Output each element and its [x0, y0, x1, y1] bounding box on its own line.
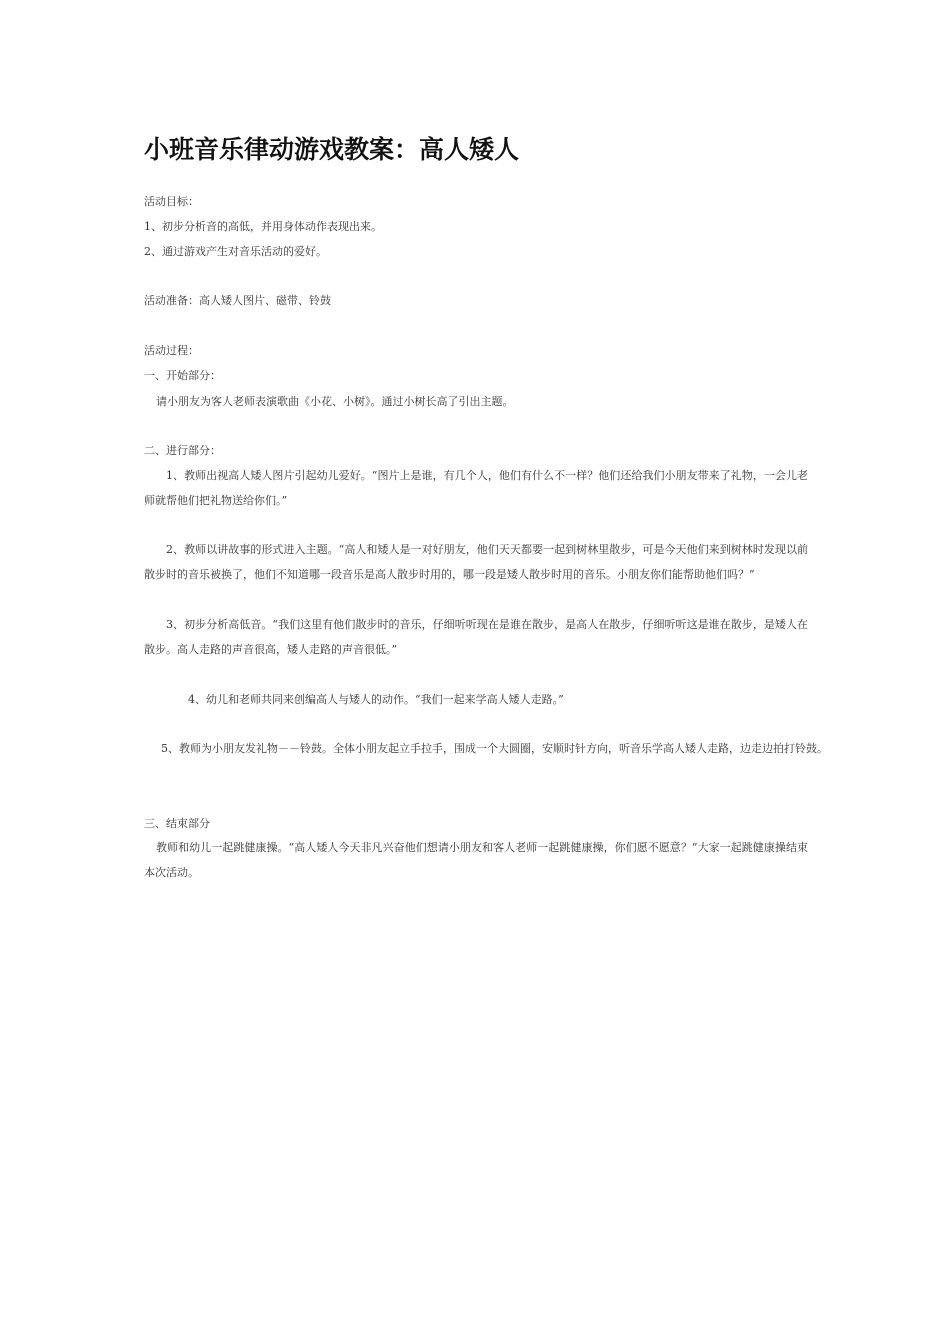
step-5-paragraph: 5、教师为小朋友发礼物－－铃鼓。全体小朋友起立手拉手，围成一个大圆圈，安顺时针方向，听音乐学高人矮人走路，边走边拍打铃鼓。	[161, 742, 828, 755]
step-3-paragraph: 3、初步分析高低音。“我们这里有他们散步时的音乐，仔细听听现在是谁在散步，是高人在散步，仔细听听这是谁在散步，是矮人在散步。高人走路的声音很高，矮人走路的声音很低。”	[144, 618, 808, 656]
part3-text: 教师和幼儿一起跳健康操。“高人矮人今天非凡兴奋他们想请小朋友和客人老师一起跳健康操，你们愿不愿意？”大家一起跳健康操结束本次活动。	[144, 841, 808, 879]
preparation-text: 活动准备：高人矮人图片、磁带、铃鼓	[144, 294, 331, 307]
goals-heading: 活动目标：	[144, 195, 199, 208]
part3-heading: 三、结束部分	[144, 817, 210, 830]
step-4-paragraph: 4、幼儿和老师共同来创编高人与矮人的动作。“我们一起来学高人矮人走路。”	[188, 693, 564, 706]
document-title: 小班音乐律动游戏教案：高人矮人	[144, 135, 520, 164]
step-2-paragraph: 2、教师以讲故事的形式进入主题。“高人和矮人是一对好朋友，他们天天都要一起到树林里散步，可是今天他们来到树林时发现以前散步时的音乐被换了，他们不知道哪一段音乐是高人散步时用的，哪一段是矮人散步时用的音乐。小朋友你们能帮助他们吗？”	[144, 543, 808, 581]
goal-item-1: 1、初步分析音的高低，并用身体动作表现出来。	[144, 220, 382, 233]
part2-heading: 二、进行部分：	[144, 444, 221, 457]
goal-item-2: 2、通过游戏产生对音乐活动的爱好。	[144, 245, 327, 258]
step-1-paragraph: 1、教师出视高人矮人图片引起幼儿爱好。“图片上是谁，有几个人，他们有什么不一样？他们还给我们小朋友带来了礼物，一会儿老师就帮他们把礼物送给你们。”	[144, 469, 808, 507]
part1-heading: 一、开始部分：	[144, 369, 221, 382]
process-heading: 活动过程：	[144, 344, 199, 357]
part1-text: 请小朋友为客人老师表演歌曲《小花、小树》。通过小树长高了引出主题。	[156, 395, 514, 408]
